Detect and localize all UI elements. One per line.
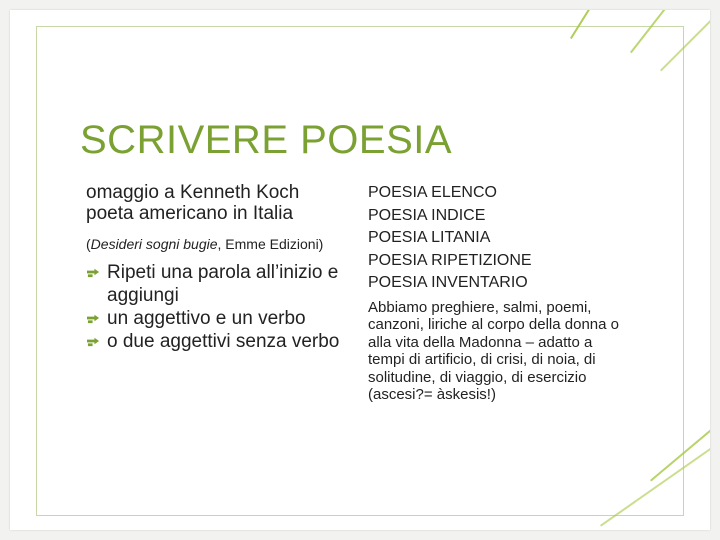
bullet-text: o due aggettivi senza verbo [107,331,340,352]
poem-type: POESIA INVENTARIO [368,274,528,291]
source-note [86,236,348,253]
hand-pointer-icon [86,266,101,279]
left-column [86,182,348,353]
bullet-list [86,261,348,353]
bullet-text: un aggettivo e un verbo [107,308,306,329]
description-paragraph: Abbiamo preghiere, salmi, poemi, canzoni, liriche al corpo della donna o alla vita della Madonna – adatto a tempi di artificio, di crisi, di noia, di solitudine, di viaggio, di esercizio (ascesi?= àskesis!) [368,298,619,403]
poem-type: POESIA INDICE [368,206,486,224]
list-item [86,261,348,307]
bullet-text: Ripeti una parola all’inizio e aggiungi [107,262,339,306]
hand-pointer-icon [86,312,101,325]
note-rest: , Emme Edizioni) [217,236,324,252]
poem-type: POESIA ELENCO [368,184,497,201]
lead-line: omaggio a Kenneth Koch [86,182,300,203]
poem-type: POESIA LITANIA [368,229,491,246]
lead-text [86,182,348,224]
poem-types [368,182,630,295]
lead-line: poeta americano in Italia [86,203,294,224]
poem-type: POESIA RIPETIZIONE [368,251,532,269]
list-item [86,307,348,330]
note-open: ( [86,236,91,252]
right-column [368,182,630,404]
book-title: Desideri sogni bugie [90,236,218,252]
hand-pointer-icon [86,335,101,348]
slide-title: SCRIVERE POESIA [80,118,453,162]
list-item [86,330,348,353]
